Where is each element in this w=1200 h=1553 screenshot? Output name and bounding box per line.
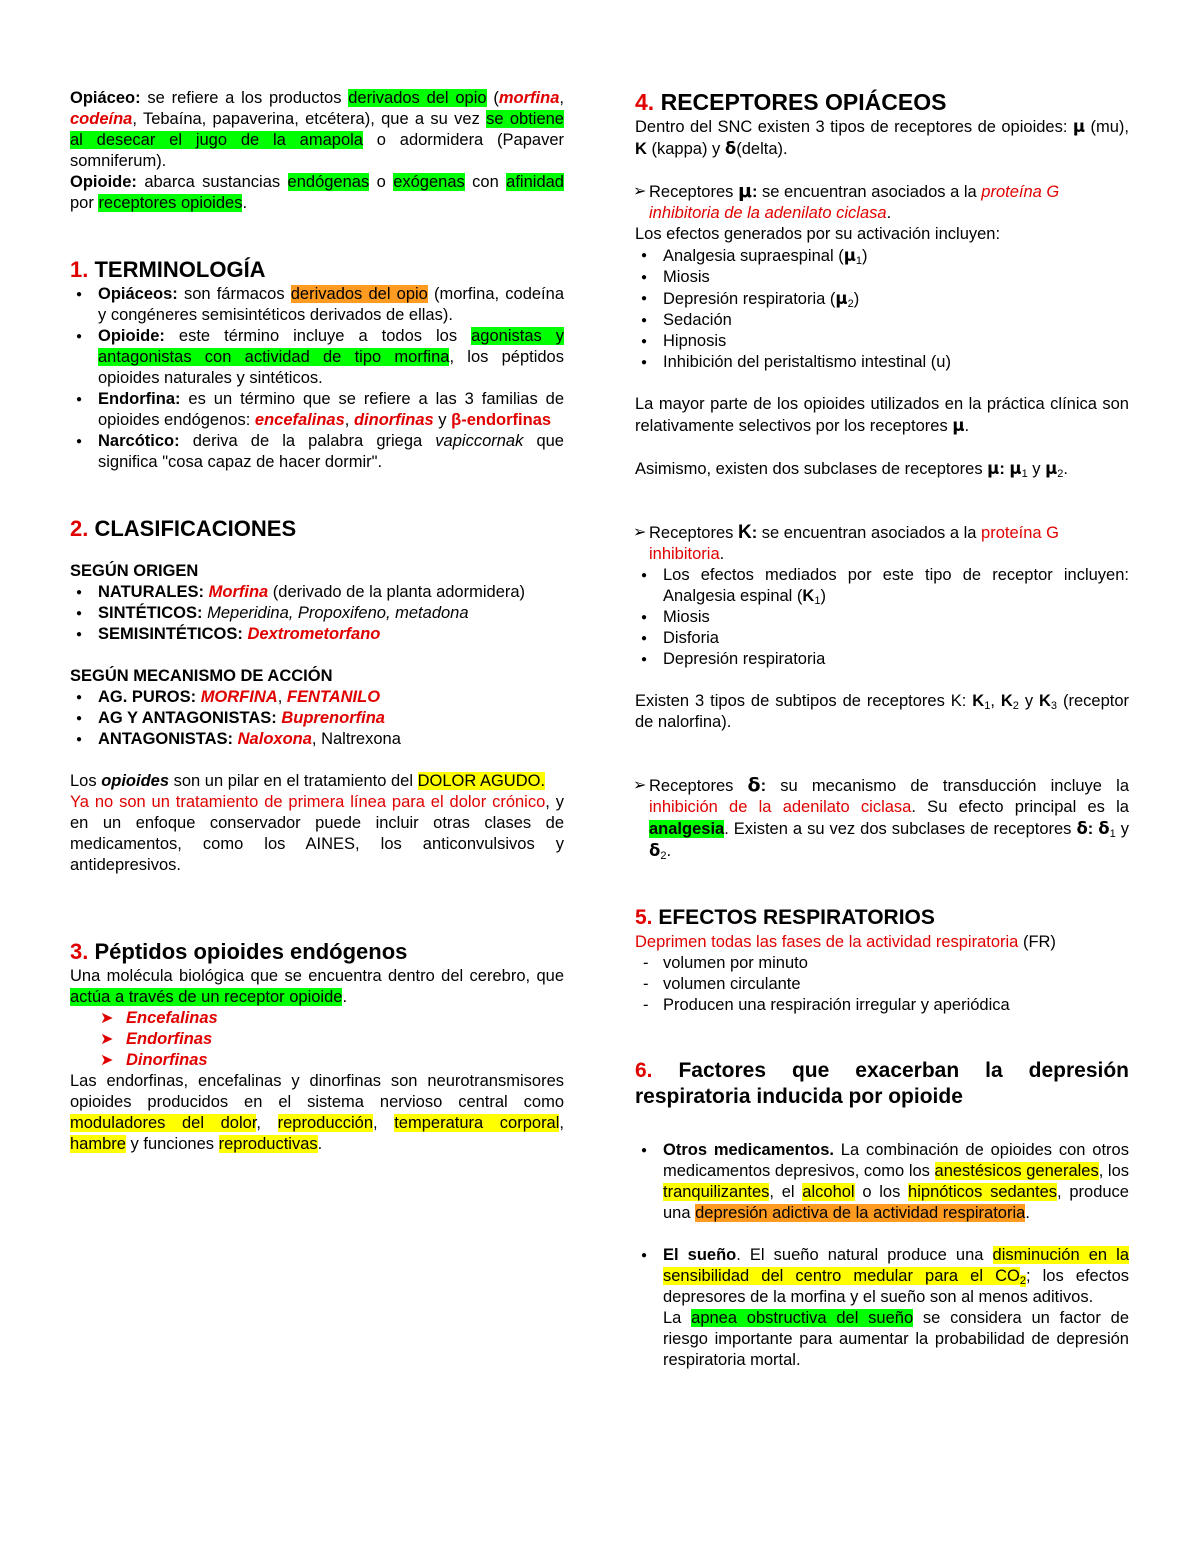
kappa-receptor-heading: ➢ Receptores K: se encuentran asociados a la proteína G inhibitoria. bbox=[635, 522, 1129, 565]
factors-list bbox=[635, 1140, 1129, 1224]
list-item: ● Opiáceos: son fármacos derivados del opio (morfina, codeína y congéneres semisintéticos derivados de ellas). bbox=[70, 284, 564, 326]
list-item: ● AG. PUROS: MORFINA, FENTANILO bbox=[70, 687, 564, 708]
list-item: - volumen circulante bbox=[635, 974, 1129, 995]
list-item: ● Inhibición del peristaltismo intestinal (u) bbox=[635, 352, 1129, 373]
factors-list-2 bbox=[635, 1245, 1129, 1371]
section-5-heading: 5. EFECTOS RESPIRATORIOS bbox=[635, 906, 935, 929]
opiaceo-definition: Opiáceo: se refiere a los productos derivados del opio (morfina, codeína, Tebaína, papaverina, etcétera), que a su vez se obtiene al desecar el jugo de la amapola o adormidera (Papaver somniferum). bbox=[70, 89, 565, 170]
list-item: ● Sedación bbox=[635, 310, 1129, 331]
opioide-definition: Opioide: abarca sustancias endógenas o exógenas con afinidad por receptores opioides. bbox=[70, 173, 564, 212]
list-item: ● Opioide: este término incluye a todos los agonistas y antagonistas con actividad de tipo morfina, los péptidos opioides naturales y sintéticos. bbox=[70, 326, 564, 389]
list-item: ● SEMISINTÉTICOS: Dextrometorfano bbox=[70, 624, 564, 645]
mu-selectivity-paragraph: La mayor parte de los opioides utilizados en la práctica clínica son relativamente selectivos por los receptores μ. bbox=[635, 395, 1129, 435]
peptidos-list bbox=[70, 1008, 564, 1071]
mu-effects-list bbox=[635, 245, 1129, 373]
origen-subheading: SEGÚN ORIGEN bbox=[70, 562, 199, 580]
list-item: ● Endorfina: es un término que se refiere a las 3 familias de opioides endógenos: encefalinas, dinorfinas y β-endorfinas bbox=[70, 389, 564, 431]
list-item: ● NATURALES: Morfina (derivado de la planta adormidera) bbox=[70, 582, 564, 603]
list-item: - Producen una respiración irregular y aperiódica bbox=[635, 995, 1129, 1016]
dolor-paragraph: Los opioides son un pilar en el tratamiento del DOLOR AGUDO. Ya no son un tratamiento de primera línea para el dolor crónico, y en un enfoque conservador puede incluir otras clases de medicamentos, como los AINES, los anticonvulsivos y antidepresivos. bbox=[70, 772, 564, 874]
kappa-subtypes-paragraph: Existen 3 tipos de subtipos de receptores K: $K_1$, $K_2$ y $K_3$ (receptor de nalorfina). bbox=[635, 692, 1129, 731]
list-item: ● Los efectos mediados por este tipo de receptor incluyen: Analgesia espinal $(K_1)$ bbox=[635, 565, 1129, 607]
origen-list bbox=[70, 582, 564, 645]
section-1-heading: 1. TERMINOLOGÍA bbox=[70, 257, 266, 282]
mecanismo-list bbox=[70, 687, 564, 750]
list-item: - volumen por minuto bbox=[635, 953, 1129, 974]
list-item: ➤ Encefalinas bbox=[100, 1008, 564, 1029]
respiratory-list bbox=[635, 953, 1129, 1016]
receptores-intro: Dentro del SNC existen 3 tipos de receptores de opioides: μ (mu), K (kappa) y δ(delta). bbox=[635, 117, 1129, 158]
respiratory-intro: Deprimen todas las fases de la actividad respiratoria (FR) bbox=[635, 933, 1056, 951]
list-item: ➤ Endorfinas bbox=[100, 1029, 564, 1050]
list-item: ● Otros medicamentos. La combinación de opioides con otros medicamentos depresivos, como los anestésicos generales, los tranquilizantes, el alcohol o los hipnóticos sedantes, produce una depresión adictiva de la actividad respiratoria. bbox=[635, 1140, 1129, 1224]
peptidos-intro: Una molécula biológica que se encuentra dentro del cerebro, que actúa a través de un receptor opioide. bbox=[70, 967, 564, 1006]
mecanismo-subheading: SEGÚN MECANISMO DE ACCIÓN bbox=[70, 667, 333, 685]
left-column bbox=[70, 88, 564, 1155]
list-item: ● Disforia bbox=[635, 628, 1129, 649]
list-item: ➤ Dinorfinas bbox=[100, 1050, 564, 1071]
peptidos-paragraph: Las endorfinas, encefalinas y dinorfinas son neurotransmisores opioides producidos en el sistema nervioso central como moduladores del dolor, reproducción, temperatura corporal, hambre y funciones reproductivas. bbox=[70, 1072, 564, 1153]
list-item: ● Narcótico: deriva de la palabra griega vapiccornak que significa "cosa capaz de hacer dormir". bbox=[70, 431, 564, 473]
list-item: ● SINTÉTICOS: Meperidina, Propoxifeno, metadona bbox=[70, 603, 564, 624]
terminology-list bbox=[70, 284, 564, 473]
list-item: ● Analgesia supraespinal $(\mu_1)$ bbox=[635, 245, 1129, 267]
list-item: ● Miosis bbox=[635, 267, 1129, 288]
list-item: ● Miosis bbox=[635, 607, 1129, 628]
delta-receptor-paragraph: ➢ Receptores δ: su mecanismo de transducción incluye la inhibición de la adenilato ciclasa. Su efecto principal es la analgesia. Existen a su vez dos subclases de receptores δ: $\delta_1$ y $\delta_2$. bbox=[635, 775, 1129, 862]
mu-effects-intro: Los efectos generados por su activación incluyen: bbox=[635, 225, 1001, 243]
section-3-heading: 3. Péptidos opioides endógenos bbox=[70, 939, 408, 964]
mu-receptor-heading: ➢ Receptores μ: se encuentran asociados a la proteína G inhibitoria de la adenilato ciclasa. bbox=[635, 181, 1129, 224]
kappa-effects-list bbox=[635, 565, 1129, 670]
list-item: ● Depresión respiratoria $(\mu_2)$ bbox=[635, 288, 1129, 310]
mu-subclasses-paragraph: Asimismo, existen dos subclases de receptores μ: $\mu_1$ y $\mu_2$. bbox=[635, 459, 1068, 480]
section-6-heading: 6. Factores que exacerban la depresión respiratoria inducida por opioide bbox=[635, 1059, 1129, 1108]
list-item: ● AG Y ANTAGONISTAS: Buprenorfina bbox=[70, 708, 564, 729]
section-2-heading: 2. CLASIFICACIONES bbox=[70, 516, 297, 541]
list-item: ● Depresión respiratoria bbox=[635, 649, 1129, 670]
section-4-heading: 4. RECEPTORES OPIÁCEOS bbox=[635, 89, 947, 115]
right-column bbox=[635, 88, 1129, 1371]
list-item: ● ANTAGONISTAS: Naloxona, Naltrexona bbox=[70, 729, 564, 750]
list-item: ● Hipnosis bbox=[635, 331, 1129, 352]
list-item: ● El sueño. El sueño natural produce una disminución en la sensibilidad del centro medular para el $CO_2$; los efectos depresores de la morfina y el sueño son al menos aditivos. La apnea obstructiva del sueño se considera un factor de riesgo importante para aumentar la probabilidad de depresión respiratoria mortal. bbox=[635, 1245, 1129, 1371]
